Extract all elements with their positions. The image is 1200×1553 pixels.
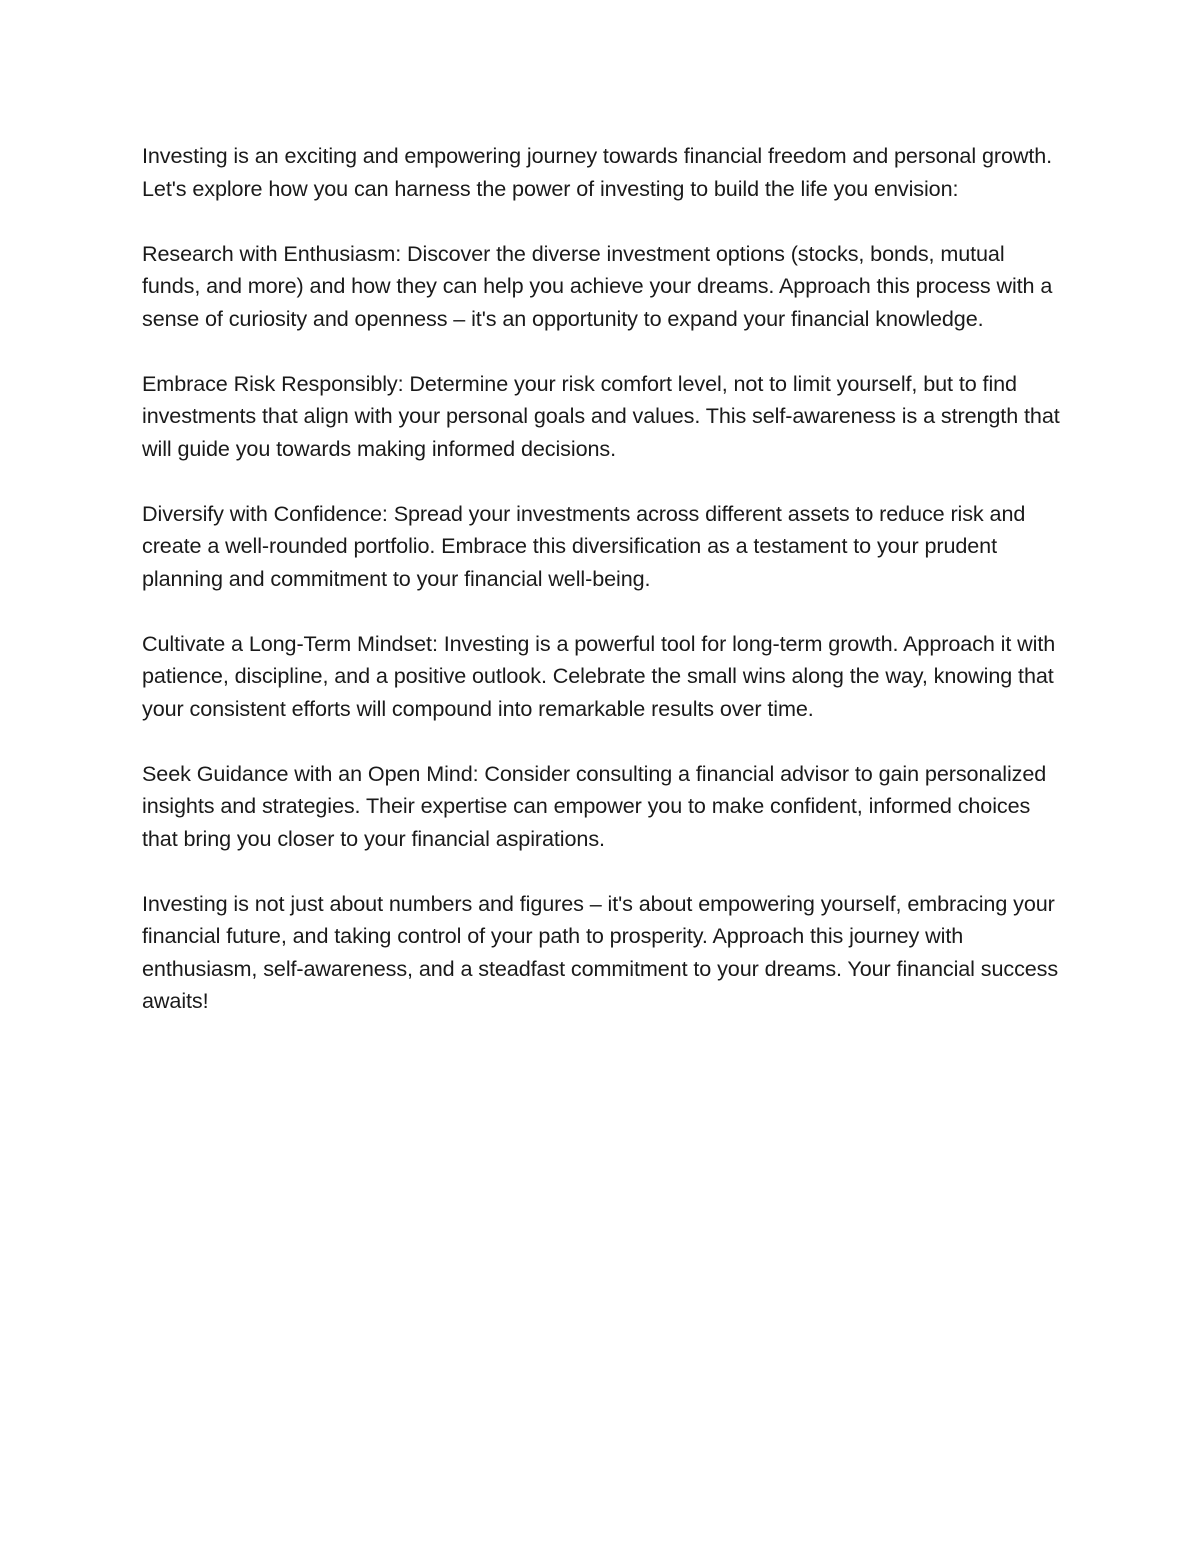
document-body bbox=[142, 140, 1067, 1050]
guidance-paragraph: Seek Guidance with an Open Mind: Consider consulting a financial advisor to gain personalized insights and strategies. Their expertise can empower you to make confident, informed choices that bring you closer to your financial aspirations. bbox=[142, 760, 1047, 851]
research-paragraph: Research with Enthusiasm: Discover the diverse investment options (stocks, bonds, mutual funds, and more) and how they can help you achieve your dreams. Approach this process with a sense of curiosity and openness – it's an opportunity to expand your financial knowledge. bbox=[142, 240, 1053, 331]
risk-paragraph: Embrace Risk Responsibly: Determine your risk comfort level, not to limit yourself, but to find investments that align with your personal goals and values. This self-awareness is a strength that will guide you towards making informed decisions. bbox=[142, 370, 1060, 461]
long-term-paragraph: Cultivate a Long-Term Mindset: Investing is a powerful tool for long-term growth. Approach it with patience, discipline, and a positive outlook. Celebrate the small wins along the way, knowing that your consistent efforts will compound into remarkable results over time. bbox=[142, 630, 1056, 721]
diversify-paragraph: Diversify with Confidence: Spread your investments across different assets to reduce risk and create a well-rounded portfolio. Embrace this diversification as a testament to your prudent planning and commitment to your financial well-being. bbox=[142, 500, 1026, 591]
intro-paragraph: Investing is an exciting and empowering journey towards financial freedom and personal growth. Let's explore how you can harness the power of investing to build the life you envision: bbox=[142, 143, 1053, 201]
conclusion-paragraph: Investing is not just about numbers and figures – it's about empowering yourself, embracing your financial future, and taking control of your path to prosperity. Approach this journey with enthusiasm, self-awareness, and a steadfast commitment to your dreams. Your financial success awaits! bbox=[142, 890, 1059, 1013]
